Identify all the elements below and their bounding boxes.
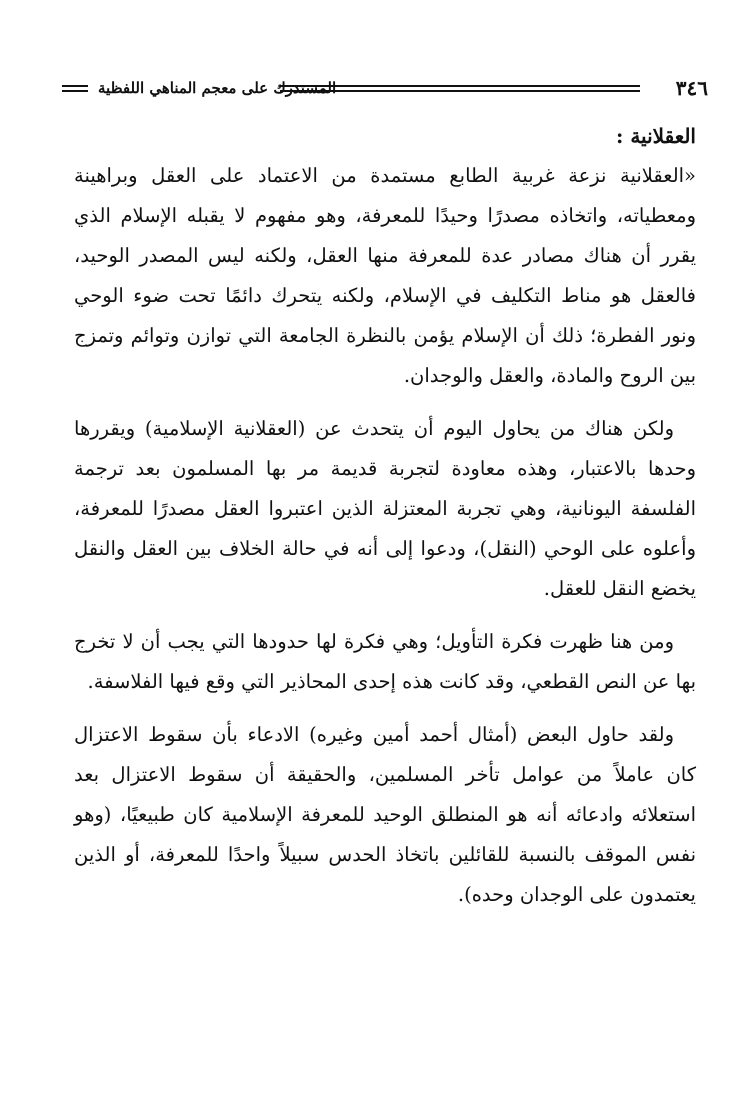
paragraph: ومن هنا ظهرت فكرة التأويل؛ وهي فكرة لها حدودها التي يجب أن لا تخرج بها عن النص القطعي، وقد كانت هذه إحدى المحاذير التي وقع فيها الفلاسفة. (74, 630, 696, 693)
page-header (62, 72, 708, 106)
paragraph: ولقد حاول البعض (أمثال أحمد أمين وغيره) الادعاء بأن سقوط الاعتزال كان عاملاً من عوامل تأخر المسلمين، والحقيقة أن سقوط الاعتزال بعد استعلائه وادعائه أنه هو المنطلق الوحيد للمعرفة الإسلامية كان طبيعيًا، (وهو نفس الموقف بالنسبة للقائلين باتخاذ الحدس سبيلاً واحدًا للمعرفة، أو الذين يعتمدون على الوجدان وحده). (74, 723, 696, 906)
page-body (74, 122, 696, 928)
page-number: ٣٤٦ (675, 76, 708, 100)
paragraph: «العقلانية نزعة غربية الطابع مستمدة من الاعتماد على العقل وبراهينة ومعطياته، واتخاذه مصدرًا وحيدًا للمعرفة، وهو مفهوم لا يقبله الإسلام الذي يقرر أن هناك مصادر عدة للمعرفة منها العقل، ولكنه ليس المصدر الوحيد، فالعقل هو مناط التكليف في الإسلام، ولكنه يتحرك دائمًا تحت ضوء الوحي ونور الفطرة؛ ذلك أن الإسلام يؤمن بالنظرة الجامعة التي توازن وتوائم وتمزج بين الروح والمادة، والعقل والوجدان. (74, 164, 696, 387)
running-title: المستدرك على معجم المناهي اللفظية (98, 79, 337, 97)
header-rule-end (62, 85, 88, 92)
paragraph: ولكن هناك من يحاول اليوم أن يتحدث عن (العقلانية الإسلامية) ويقررها وحدها بالاعتبار، وهذه معاودة لتجربة قديمة مر بها المسلمون بعد ترجمة الفلسفة اليونانية، وهي تجربة المعتزلة الذين اعتبروا العقل مصدرًا للمعرفة، وأعلوه على الوحي (النقل)، ودعوا إلى أنه في حالة الخلاف بين العقل والنقل يخضع النقل للعقل. (74, 417, 696, 600)
section-heading: العقلانية : (615, 124, 696, 148)
